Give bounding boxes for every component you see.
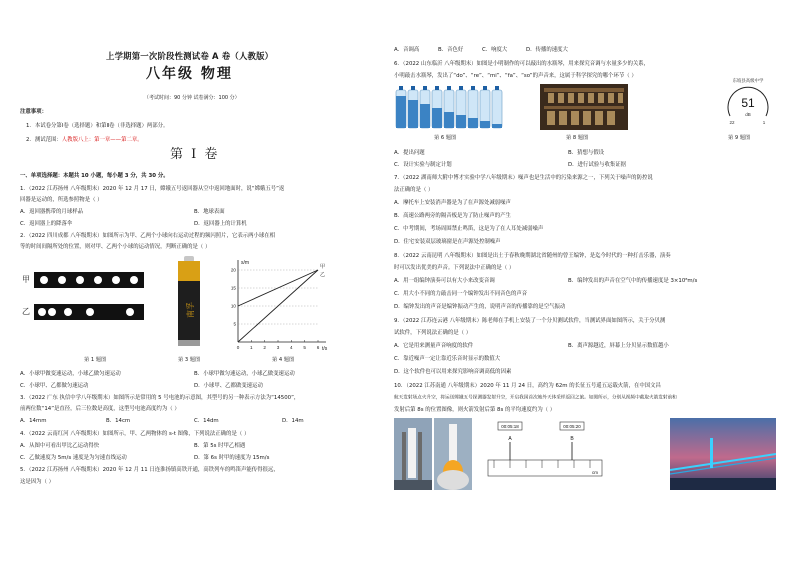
battery-brand: 南孚 bbox=[186, 302, 195, 318]
q9-option-a: A．它是用来测量声音响度的软件 bbox=[394, 343, 474, 349]
figures-row-left bbox=[20, 254, 370, 366]
ruler-label-b: B bbox=[570, 436, 574, 442]
y-tick-label: 5 bbox=[233, 321, 236, 327]
q3-line2: 前两位数“14”是直径，后三位数是高度，这型号电池高度约为（ ） bbox=[20, 406, 180, 412]
q5-option-a: A．音调高 bbox=[394, 47, 420, 53]
q2-option-a: A．小球甲做变速运动，小球乙做匀速运动 bbox=[20, 371, 121, 377]
q10-line1: 10．（2022 江苏南通 八年级期末）2020 年 11 月 24 日，高约为 62m 的长征五号遥五运载火箭，在中国文昌 bbox=[394, 383, 661, 389]
rocket-launch-figure bbox=[394, 418, 474, 490]
q6-line1: 6．（2022 山东临沂 八年级期末）如图是小明制作的可以敲出的水瓶琴，用来探究音调与水量多少的关系， bbox=[394, 61, 650, 67]
s-t-graph bbox=[220, 254, 340, 354]
x-tick-label: 0 bbox=[236, 345, 240, 350]
db-unit: dB bbox=[745, 112, 751, 117]
exam-title: 上学期第一次阶段性测试卷 A 卷（人教版） bbox=[106, 51, 274, 61]
notes-item-1: 1．本试卷分第Ⅰ卷（选择题）和第Ⅱ卷（非选择题）两部分。 bbox=[26, 123, 169, 129]
ruler-figure bbox=[486, 418, 606, 490]
caption-fig9: 第 9 题图 bbox=[728, 135, 751, 141]
q7-option-b: B．高速公路两旁的隔音板是为了防止噪声的产生 bbox=[394, 213, 511, 219]
x-tick-label: 4 bbox=[290, 345, 293, 350]
q4-option-a: A．从图中可看出甲比乙运动得快 bbox=[20, 443, 100, 449]
section-title: 第 Ⅰ 卷 bbox=[170, 147, 220, 162]
q5-option-d: D．传播的速度大 bbox=[526, 47, 568, 53]
caption-fig4: 第 4 题图 bbox=[272, 357, 295, 363]
q6-option-d: D．进行试验与收集证据 bbox=[568, 162, 627, 168]
q8-option-c: C．用大小不同的力敲击同一个编钟发出不同音色的声音 bbox=[394, 291, 528, 297]
q2-line1: 2．（2022 四川成都 八年级期末）如图所示为甲、乙两个小球向右运动过程的频闪照片，它表示两小球在相 bbox=[20, 233, 276, 239]
q3-line1: 3．（2022 广东 执信中学八年级期末）如图所示是常用的 5 号电池的示意图，其型号的另一种表示方法为“14500”， bbox=[20, 395, 300, 401]
exam-subtitle: 八年级 物理 bbox=[146, 66, 233, 82]
q1-line1: 1．（2022 江苏扬州 八年级期末）2020 年 12 月 17 日，嫦娥五号返回器从空中返回地面时，说“嫦娥五号”返 bbox=[20, 186, 285, 192]
q3-option-c: C．14dm bbox=[194, 418, 219, 424]
q8-option-d: D．编钟发出的声音是编钟振动产生的，说明声音的传播靠的是空气振动 bbox=[394, 304, 566, 310]
q4-option-b: B．第 5s 时甲乙相遇 bbox=[194, 443, 246, 449]
q5-line2: 这是因为（ ） bbox=[20, 479, 55, 485]
q8-option-a: A．用一组编钟演奏可以有大小来改变音调 bbox=[394, 278, 495, 284]
y-tick-label: 10 bbox=[230, 303, 236, 309]
strobe-strip-jia bbox=[34, 272, 144, 288]
bianzhong-figure bbox=[540, 84, 628, 130]
x-tick-label: 2 bbox=[263, 345, 266, 350]
label-jia: 甲 bbox=[22, 275, 30, 284]
q9-option-d: D．这个软件也可以用来探究影响音调高低的因素 bbox=[394, 369, 512, 375]
figures-row-q10 bbox=[394, 418, 774, 498]
q7-option-c: C．中考期间，考场周围禁止鸣笛，这是为了在人耳处减弱噪声 bbox=[394, 226, 544, 232]
x-axis-label: t/s bbox=[322, 346, 328, 352]
q10-line2: 航天发射场点火升空，将运送嫦娥五号探测器发射升空，开启我国首次地外天体采样返回之旅。如图所示，分别从视频中截取火箭发射前和 bbox=[394, 394, 677, 401]
caption-fig3: 第 3 题图 bbox=[178, 357, 201, 363]
notes-item-2 bbox=[26, 136, 143, 145]
q1-option-b: B．地球表面 bbox=[194, 209, 225, 215]
series-label: 甲 bbox=[320, 264, 326, 270]
q1-option-d: D．返回器上的计算机 bbox=[194, 221, 247, 227]
q2-line2: 等的时间间隔所处的位置，则对甲、乙两个小球的运动情况，判断正确的是（ ） bbox=[20, 244, 211, 250]
decibel-meter-figure bbox=[720, 76, 776, 132]
x-tick-label: 5 bbox=[303, 345, 306, 350]
db-min: 22 bbox=[729, 120, 735, 125]
q2-option-b: B．小球甲做匀速运动，小球乙做变速运动 bbox=[194, 371, 295, 377]
db-school-label: 东坡县高级中学 bbox=[732, 78, 764, 83]
q1-option-a: A．返回器携带的月球样品 bbox=[20, 209, 83, 215]
q5-option-c: C．响度大 bbox=[482, 47, 508, 53]
caption-fig6: 第 6 题图 bbox=[434, 135, 457, 141]
q6-option-b: B．猜想与假设 bbox=[568, 150, 605, 156]
notes-item-2-prefix: 2．测试范围： bbox=[26, 137, 62, 143]
q9-option-b: B．离声源越近，屏幕上分贝显示数值越小 bbox=[568, 343, 669, 349]
db-max: 1 bbox=[762, 120, 766, 125]
x-tick-label: 6 bbox=[316, 345, 320, 350]
notes-item-2-scope: 人教版八上：第一章——第二章。 bbox=[61, 137, 143, 143]
q1-line2: 回器是运动的，所选参照物是（ ） bbox=[20, 197, 103, 203]
q6-line2: 小明敲击水瓶琴，发出了“do”、“re”、“mi”、“fa”、“so”的声音来，这属于科学探究的哪个环节（ ） bbox=[394, 73, 637, 79]
y-axis-label: s/m bbox=[241, 260, 250, 266]
ruler-label-a: A bbox=[508, 436, 512, 442]
battery-figure bbox=[170, 254, 210, 354]
db-value: 51 bbox=[741, 96, 755, 110]
q9-option-c: C．靠近噪声一定让靠近乐音时显示的数值大 bbox=[394, 356, 501, 362]
ruler-unit: cm bbox=[592, 470, 598, 475]
q8-line1: 8．（2022 云南昆明 八年级期末）如图是出土于春秋晚期湖北省随州的曾王编钟，是迄今时代的一种打击乐器，演奏 bbox=[394, 253, 671, 259]
x-tick-label: 1 bbox=[250, 345, 253, 350]
caption-fig8: 第 8 题图 bbox=[566, 135, 589, 141]
q5-line1: 5．（2022 江苏扬州 八年级期末）2020 年 12 月 11 日连淮扬镇高铁开通，高铁列车的鸣笛声能传得很远， bbox=[20, 467, 279, 473]
y-tick-label: 20 bbox=[230, 267, 236, 273]
q9-line2: 试软件，下列说法正确的是（ ） bbox=[394, 330, 472, 336]
q3-option-b: B．14cm bbox=[106, 418, 131, 424]
time-label-b: 00:05:20 bbox=[563, 424, 581, 429]
water-bottles-figure bbox=[394, 84, 512, 130]
q2-option-c: C．小球甲、乙都做匀速运动 bbox=[20, 383, 89, 389]
y-tick-label: 15 bbox=[230, 285, 236, 291]
q1-option-c: C．返回器上的降落伞 bbox=[20, 221, 73, 227]
q4-line1: 4．（2022 云南红河 八年级期末）如图所示，甲、乙两物体的 s-t 图像，下列说法正确的是（ ） bbox=[20, 431, 250, 437]
q2-option-d: D．小球甲、乙都做变速运动 bbox=[194, 383, 263, 389]
graph-series bbox=[238, 263, 325, 342]
exam-info: （考试时间：90 分钟 试卷满分：100 分） bbox=[144, 95, 240, 101]
q8-line2: 时可以发出优美的声音。下列说法中正确的是（ ） bbox=[394, 265, 515, 271]
figures-row-right bbox=[394, 78, 774, 146]
q3-option-d: D．14m bbox=[282, 418, 304, 424]
q7-line1: 7．（2022 湖南师大附中博才实验中学八年级期末）噪声也是生活中的污染来源之一，下列关于噪声的防控说 bbox=[394, 175, 653, 181]
q3-option-a: A．14mm bbox=[20, 418, 47, 424]
q6-option-c: C．设计实验与制定计划 bbox=[394, 162, 452, 168]
q4-option-c: C．乙做速度为 5m/s 速度是为匀速直线运动 bbox=[20, 455, 127, 461]
q7-option-a: A．摩托车上安装消声器是为了在声源处减弱噪声 bbox=[394, 200, 511, 206]
q6-option-a: A．提出问题 bbox=[394, 150, 425, 156]
notes-heading: 注意事项： bbox=[20, 109, 47, 115]
q10-line3: 发射后第 8s 的位置图像，则火箭发射后第 8s 的平均速度约为（ ） bbox=[394, 407, 556, 413]
bridge-photo-figure bbox=[670, 418, 776, 490]
section1-heading: 一、单项选择题：本题共 10 小题，每小题 3 分，共 30 分。 bbox=[20, 173, 169, 179]
q9-line1: 9．（2022 江苏连云港 八年级期末）陈老师在手机上安装了一个分贝测试软件，当测试界面如图所示，关于分贝测 bbox=[394, 318, 666, 324]
x-tick-label: 3 bbox=[276, 345, 280, 350]
q5-option-b: B．音色好 bbox=[438, 47, 464, 53]
label-yi: 乙 bbox=[22, 307, 30, 316]
q8-option-b: B．编钟发出的声音在空气中的传播速度是 3×10⁸m/s bbox=[568, 278, 698, 284]
q4-option-d: D．第 6s 时甲的速度为 15m/s bbox=[194, 455, 270, 461]
caption-fig1: 第 1 题图 bbox=[84, 357, 107, 363]
q7-option-d: D．住宅安装双层玻璃窗是在声源处控制噪声 bbox=[394, 239, 501, 245]
q7-line2: 法正确的是（ ） bbox=[394, 187, 434, 193]
series-label: 乙 bbox=[320, 272, 326, 278]
time-label-a: 00:05:18 bbox=[501, 424, 519, 429]
